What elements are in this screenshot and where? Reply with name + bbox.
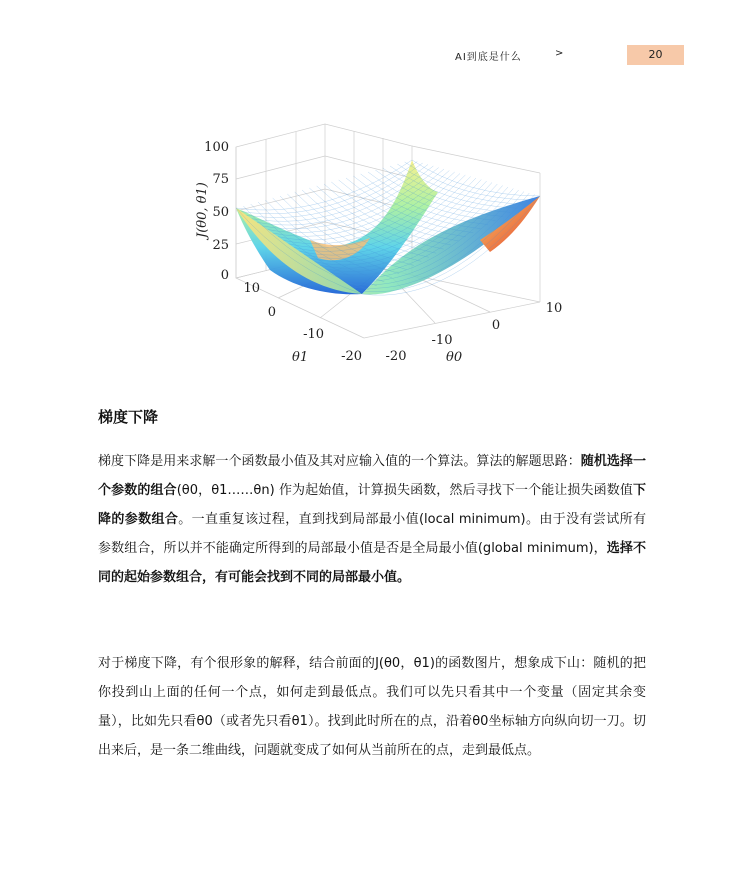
section-heading: 梯度下降: [98, 408, 159, 426]
breadcrumb[interactable]: AI到底是什么: [455, 52, 522, 63]
cost-function-surface-plot: [190, 120, 570, 380]
z-tick: 75: [212, 172, 229, 187]
theta0-tick: -10: [431, 333, 453, 348]
theta1-tick: 0: [267, 305, 276, 320]
theta1-axis-label: θ1: [292, 350, 309, 365]
page-number-badge: 20: [627, 45, 684, 65]
paragraph-text: 对于梯度下降，有个很形象的解释，结合前面的J(θ0，θ1)的函数图片，想象成下山：随机的把你投到山上面的任何一个点，如何走到最低点。我们可以先只看其中一个变量（固定其余变量），比如先只看θ0（或者先只看θ1）。找到此时所在的点，沿着θ0坐标轴方向纵向切一刀。切出来后，是一条二维曲线，问题就变成了如何从当前所在的点，走到最低点。: [98, 656, 646, 758]
theta1-tick: 10: [243, 281, 260, 296]
paragraph-analogy: [98, 649, 646, 765]
theta1-tick: -10: [303, 327, 324, 342]
bold-phrase: 选择不同的起始参数组合，有可能会找到不同的局部最小值。: [98, 541, 646, 585]
cost-axis-label: J(θ0, θ1): [195, 182, 210, 238]
bold-phrase: 随机选择一个参数的组合: [98, 454, 646, 498]
paragraph-text: 。一直重复该过程，直到找到局部最小值(local minimum)。由于没有尝试所有参数组合，所以并不能确定所得到的局部最小值是否是全局最小值(global minimum)，: [98, 512, 646, 556]
page-header: [0, 0, 745, 80]
cost-surface: [236, 160, 540, 295]
paragraph-text: (θ0，θ1……θn) 作为起始值，计算损失函数，然后寻找下一个能让损失函数值: [176, 483, 633, 498]
surface-mesh-line: [236, 160, 412, 210]
bold-phrase: 下降的参数组合: [98, 483, 646, 527]
theta0-tick: -20: [385, 349, 407, 364]
z-tick: 0: [220, 268, 229, 283]
z-tick: 25: [212, 238, 229, 253]
theta0-tick: 10: [545, 301, 563, 316]
z-tick: 50: [212, 205, 229, 220]
paragraph-text: 梯度下降是用来求解一个函数最小值及其对应输入值的一个算法。算法的解题思路：: [98, 454, 581, 469]
theta1-tick: -20: [341, 349, 362, 364]
breadcrumb-separator: >: [555, 48, 564, 59]
theta0-axis-label: θ0: [446, 350, 463, 365]
paragraph-intro: [98, 447, 646, 592]
z-tick: 100: [204, 140, 229, 155]
surface-plot-svg: [190, 120, 570, 380]
surface-mesh-line: [241, 162, 417, 214]
theta0-tick: 0: [491, 318, 501, 333]
